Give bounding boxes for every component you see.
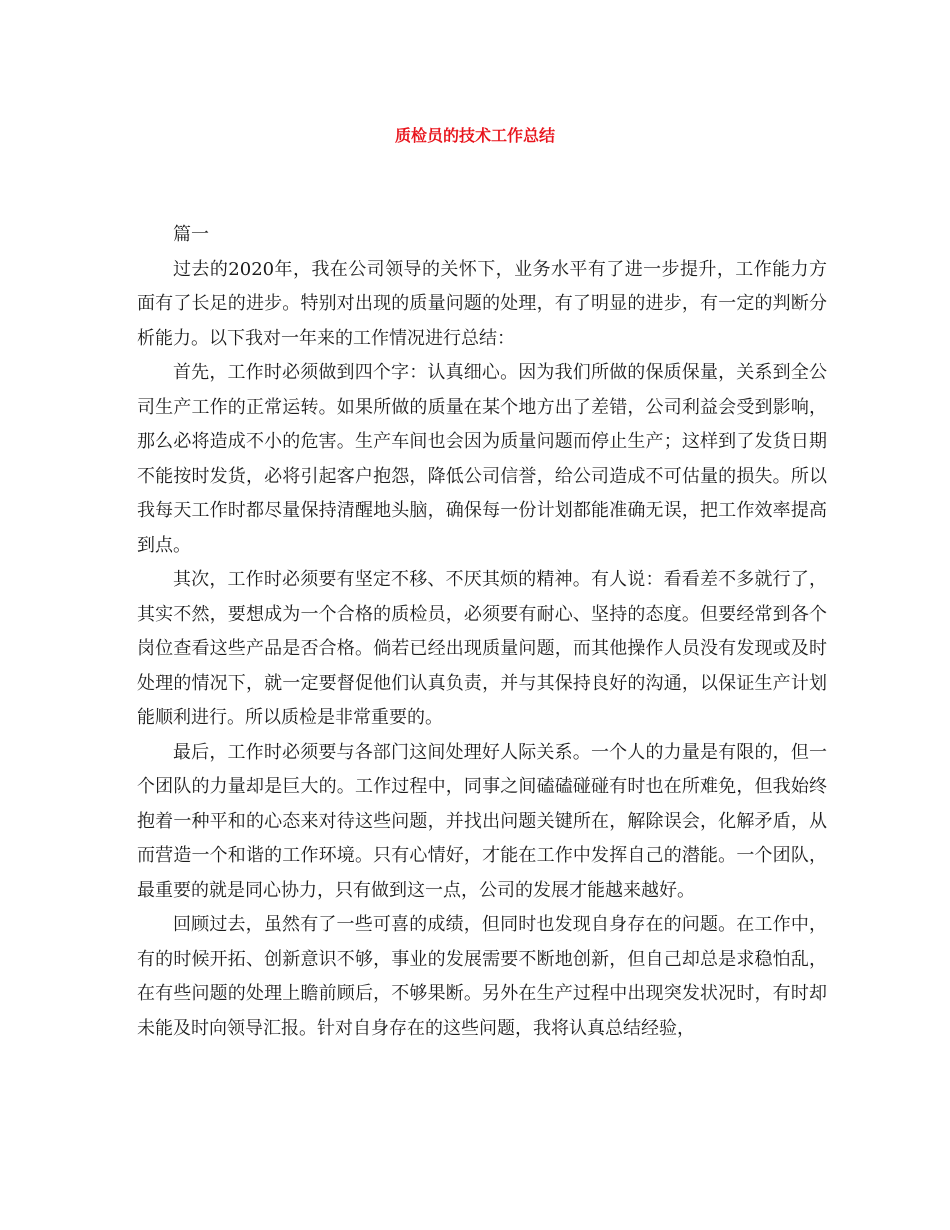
document-title: 质检员的技术工作总结: [394, 126, 555, 145]
section-label: 篇一: [173, 224, 209, 245]
paragraph-second: 其次，工作时必须要有坚定不移、不厌其烦的精神。有人说：看看差不多就行了，其实不然，要想成为一个合格的质检员，必须要有耐心、坚持的态度。但要经常到各个岗位查看这些产品是否合格。倘若已经出现质量问题，而其他操作人员没有发现或及时处理的情况下，就一定要督促他们认真负责，并与其保持良好的沟通，以保证生产计划能顺利进行。所以质检是非常重要的。: [137, 569, 827, 728]
paragraph-review: 回顾过去，虽然有了一些可喜的成绩，但同时也发现自身存在的问题。在工作中，有的时候开拓、创新意识不够，事业的发展需要不断地创新，但自己却总是求稳怕乱，在有些问题的处理上瞻前顾后，不够果断。另外在生产过程中出现突发状况时，有时却未能及时向领导汇报。针对自身存在的这些问题，我将认真总结经验，: [137, 914, 827, 1039]
paragraph-last: 最后，工作时必须要与各部门这间处理好人际关系。一个人的力量是有限的，但一个团队的力量却是巨大的。工作过程中，同事之间磕磕碰碰有时也在所难免，但我始终抱着一种平和的心态来对待这些问题，并找出问题关键所在，解除误会，化解矛盾，从而营造一个和谐的工作环境。只有心情好，才能在工作中发挥自己的潜能。一个团队，最重要的就是同心协力，只有做到这一点，公司的发展才能越来越好。: [137, 741, 827, 901]
paragraph-intro: 过去的2020年，我在公司领导的关怀下，业务水平有了进一步提升，工作能力方面有了长足的进步。特别对出现的质量问题的处理，有了明显的进步，有一定的判断分析能力。以下我对一年来的工作情况进行总结：: [137, 258, 827, 349]
paragraph-first: 首先，工作时必须做到四个字：认真细心。因为我们所做的保质保量，关系到全公司生产工作的正常运转。如果所做的质量在某个地方出了差错，公司利益会受到影响，那么必将造成不小的危害。生产车间也会因为质量问题而停止生产；这样到了发货日期不能按时发货，必将引起客户抱怨，降低公司信誉，给公司造成不可估量的损失。所以我每天工作时都尽量保持清醒地头脑，确保每一份计划都能准确无误，把工作效率提高到点。: [137, 362, 827, 556]
document-body: [137, 218, 827, 1046]
